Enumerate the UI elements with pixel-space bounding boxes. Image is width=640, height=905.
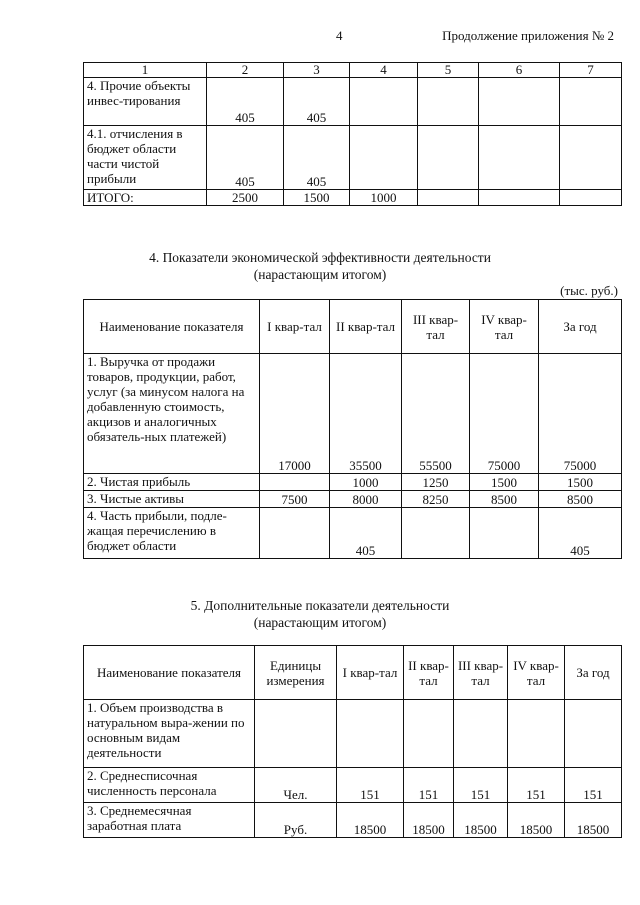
table-row-total: [84, 190, 622, 206]
section5-subtitle: (нарастающим итогом): [253, 615, 387, 630]
table-row: [84, 78, 622, 126]
cell-value: 405: [539, 508, 622, 559]
cell-value: 18500: [404, 803, 454, 838]
row-label: ИТОГО:: [84, 190, 207, 206]
cell-value: [470, 508, 539, 559]
cell-value: [404, 700, 454, 768]
cell-value: 2500: [207, 190, 284, 206]
table-row: [84, 803, 622, 838]
column-header: 1: [84, 63, 207, 78]
cell-value: 1000: [330, 474, 402, 491]
section4-subtitle: (нарастающим итогом): [253, 267, 387, 282]
column-header: III квар-тал: [454, 646, 508, 700]
cell-value: 18500: [508, 803, 565, 838]
cell-value: 1250: [402, 474, 470, 491]
column-header: III квар-тал: [402, 300, 470, 354]
column-header: Наименование показателя: [84, 646, 255, 700]
table-row: [84, 768, 622, 803]
cell-value: [418, 126, 479, 190]
section4-title: 4. Показатели экономической эффективности деятельности: [149, 250, 491, 265]
cell-value: 17000: [260, 354, 330, 474]
table-header-row: [84, 646, 622, 700]
cell-value: [350, 78, 418, 126]
row-label: 2. Среднесписочная численность персонала: [84, 768, 255, 803]
cell-value: 18500: [454, 803, 508, 838]
row-label: 1. Объем производства в натуральном выра-жении по основным видам деятельности: [84, 700, 255, 768]
column-header: Наименование показателя: [84, 300, 260, 354]
cell-value: [479, 126, 560, 190]
cell-value: 1500: [284, 190, 350, 206]
table-row: [84, 700, 622, 768]
column-header: За год: [539, 300, 622, 354]
row-label: 3. Чистые активы: [84, 491, 260, 508]
cell-value: [479, 190, 560, 206]
cell-value: [454, 700, 508, 768]
cell-value: [350, 126, 418, 190]
cell-unit: [255, 700, 337, 768]
cell-unit: Руб.: [255, 803, 337, 838]
cell-value: 7500: [260, 491, 330, 508]
row-label: 4. Часть прибыли, подле-жащая перечислению в бюджет области: [84, 508, 260, 559]
column-header: 3: [284, 63, 350, 78]
cell-value: 151: [404, 768, 454, 803]
column-header: Единицы измерения: [255, 646, 337, 700]
cell-value: [418, 190, 479, 206]
column-header: I квар-тал: [260, 300, 330, 354]
cell-value: 8250: [402, 491, 470, 508]
cell-value: [560, 190, 622, 206]
cell-value: [479, 78, 560, 126]
column-header: II квар-тал: [330, 300, 402, 354]
cell-value: 18500: [565, 803, 622, 838]
row-label: 4. Прочие объекты инвес-тирования: [84, 78, 207, 126]
cell-value: 405: [330, 508, 402, 559]
column-header: 7: [560, 63, 622, 78]
column-header: 6: [479, 63, 560, 78]
cell-value: 151: [337, 768, 404, 803]
column-header: 5: [418, 63, 479, 78]
column-header: 2: [207, 63, 284, 78]
column-header: I квар-тал: [337, 646, 404, 700]
efficiency-table: [83, 299, 622, 559]
cell-value: 1500: [539, 474, 622, 491]
row-label: 3. Среднемесячная заработная плата: [84, 803, 255, 838]
cell-value: 151: [454, 768, 508, 803]
cell-value: [260, 474, 330, 491]
cell-value: 75000: [470, 354, 539, 474]
cell-value: 75000: [539, 354, 622, 474]
row-label: 2. Чистая прибыль: [84, 474, 260, 491]
column-header: II квар-тал: [404, 646, 454, 700]
cell-value: 1000: [350, 190, 418, 206]
investment-table: [83, 62, 622, 206]
cell-value: 151: [508, 768, 565, 803]
cell-value: 405: [284, 126, 350, 190]
cell-value: [560, 126, 622, 190]
table-row: [84, 474, 622, 491]
page-number: 4: [336, 28, 343, 43]
cell-value: [418, 78, 479, 126]
cell-value: [560, 78, 622, 126]
cell-value: 405: [284, 78, 350, 126]
column-header: 4: [350, 63, 418, 78]
cell-value: [337, 700, 404, 768]
cell-value: [565, 700, 622, 768]
continuation-note: Продолжение приложения № 2: [442, 28, 614, 43]
cell-value: [402, 508, 470, 559]
table-header-row: [84, 300, 622, 354]
table-row: [84, 491, 622, 508]
table-row: [84, 508, 622, 559]
additional-indicators-table: [83, 645, 622, 838]
table-row: [84, 126, 622, 190]
cell-value: 8500: [470, 491, 539, 508]
cell-value: 35500: [330, 354, 402, 474]
cell-value: 1500: [470, 474, 539, 491]
table-header-row: [84, 63, 622, 78]
cell-value: 18500: [337, 803, 404, 838]
column-header: За год: [565, 646, 622, 700]
cell-value: 8000: [330, 491, 402, 508]
cell-value: 405: [207, 78, 284, 126]
cell-value: 8500: [539, 491, 622, 508]
section5-title: 5. Дополнительные показатели деятельности: [190, 598, 450, 613]
column-header: IV квар-тал: [470, 300, 539, 354]
cell-unit: Чел.: [255, 768, 337, 803]
table-row: [84, 354, 622, 474]
cell-value: 405: [207, 126, 284, 190]
cell-value: 55500: [402, 354, 470, 474]
cell-value: [508, 700, 565, 768]
cell-value: [260, 508, 330, 559]
row-label: 1. Выручка от продажи товаров, продукции, работ, услуг (за минусом налога на добавленную стоимость, акцизов и аналогичных обязатель-ных платежей): [84, 354, 260, 474]
column-header: IV квар-тал: [508, 646, 565, 700]
cell-value: 151: [565, 768, 622, 803]
row-label: 4.1. отчисления в бюджет области части чистой прибыли: [84, 126, 207, 190]
units-note: (тыс. руб.): [560, 283, 618, 298]
